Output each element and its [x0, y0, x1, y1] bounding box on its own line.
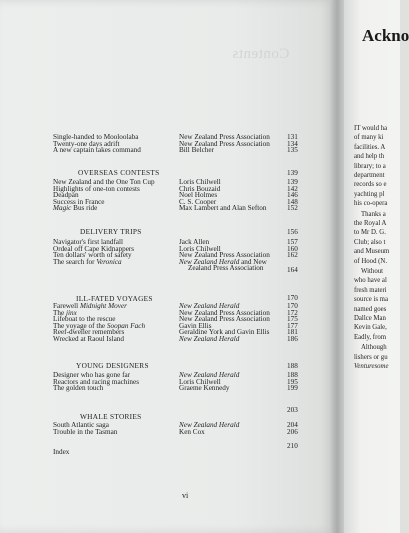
- entry-page-number: 175: [287, 315, 298, 324]
- acknowledgement-line: Although: [361, 344, 387, 352]
- entry-title: South Atlantic saga: [53, 421, 109, 429]
- entry-title: The golden touch: [53, 384, 104, 393]
- entry-page-number: 170: [287, 302, 298, 310]
- contents-entry: [0, 334, 334, 344]
- contents-entry: [0, 447, 334, 457]
- entry-title: Twenty-one days adrift: [53, 139, 120, 148]
- entry-author: Noel Holmes: [179, 191, 218, 200]
- right-page: [344, 0, 409, 533]
- acknowledgements-text: [344, 0, 400, 533]
- entry-author: New Zealand Herald: [179, 302, 240, 310]
- acknowledgements-heading: Ackno: [362, 26, 409, 45]
- section-page-number: 210: [287, 442, 298, 450]
- entry-title: Wrecked at Raoul Island: [53, 334, 124, 343]
- acknowledgement-line: source is ma: [354, 296, 388, 304]
- acknowledgement-line: library; to a: [354, 162, 386, 170]
- acknowledgement-line: facilities. A: [354, 143, 386, 151]
- acknowledgement-line: named goes: [354, 305, 387, 313]
- acknowledgement-line: his co-opera: [354, 200, 388, 208]
- acknowledgement-line: records so e: [354, 181, 387, 189]
- entry-title: Reef-dweller remembers: [53, 328, 125, 337]
- entry-page-number: 181: [287, 328, 298, 337]
- entry-title: The voyage of the Soopan Fach: [53, 321, 146, 330]
- section-page-number: 188: [287, 362, 298, 370]
- acknowledgement-line: Venturesome: [354, 363, 389, 370]
- entry-author: Loris Chilwell: [179, 178, 221, 186]
- entry-author: Chris Bouzaid: [179, 184, 221, 193]
- entry-title: Success in France: [53, 197, 105, 206]
- show-through-heading: Contents: [232, 46, 290, 62]
- contents-entry: [0, 383, 334, 393]
- entry-title: Ordeal off Cape Kidnappers: [53, 244, 135, 253]
- acknowledgement-line: lishers or gu: [354, 353, 388, 361]
- entry-page-number: 172: [287, 308, 298, 317]
- entry-title: Index: [53, 448, 70, 456]
- entry-title: Single-handed to Mooloolaba: [53, 133, 139, 141]
- acknowledgement-line: Club; also t: [354, 238, 386, 246]
- acknowledgement-line: to Mr D. G.: [354, 229, 386, 237]
- acknowledgement-line: Dallce Man: [354, 315, 386, 322]
- page-number: vi: [182, 491, 189, 500]
- entry-title: Highlights of one-ton contests: [53, 184, 140, 193]
- entry-author: Gavin Ellis: [179, 321, 212, 330]
- entry-page-number: 195: [287, 377, 298, 386]
- entry-title: Deadpan: [53, 191, 79, 200]
- entry-page-number: 131: [287, 133, 298, 141]
- entry-title: New Zealand and the One Ton Cup: [53, 178, 155, 186]
- entry-page-number: 148: [287, 197, 298, 206]
- entry-author: Geraldine York and Gavin Ellis: [179, 328, 270, 337]
- contents-entry: [0, 145, 334, 155]
- entry-page-number: 160: [287, 244, 298, 253]
- acknowledgement-line: of Hood (N.: [354, 257, 388, 265]
- entry-author: Graeme Kennedy: [179, 384, 230, 393]
- entry-title: Reactors and racing machines: [53, 377, 140, 386]
- acknowledgement-line: Without: [361, 268, 384, 275]
- entry-page-number: 206: [287, 427, 298, 436]
- entry-author: New Zealand Press Association: [179, 308, 270, 317]
- entry-author: New Zealand Herald: [179, 371, 240, 379]
- acknowledgement-line: who have al: [354, 277, 387, 285]
- entry-author: C. S. Cooper: [179, 197, 217, 206]
- entry-page-number: 134: [287, 139, 298, 148]
- entry-page-number: 186: [287, 334, 298, 343]
- entry-page-number: 139: [287, 178, 298, 186]
- entry-author: New Zealand Press Association: [179, 251, 270, 260]
- acknowledgement-line: the Royal A: [354, 220, 387, 227]
- entry-author: Ken Cox: [179, 427, 205, 436]
- entry-title: The search for Veronica: [53, 257, 122, 266]
- entry-author: New Zealand Herald and New: [179, 257, 267, 266]
- entry-author: Loris Chilwell: [179, 244, 221, 253]
- entry-author: New Zealand Press Association: [179, 133, 270, 141]
- entry-author: Max Lambert and Alan Sefton: [179, 204, 267, 213]
- entry-page-number: 188: [287, 371, 298, 379]
- entry-author: New Zealand Press Association: [179, 315, 270, 324]
- section-heading: OVERSEAS CONTESTS: [78, 168, 160, 177]
- acknowledgement-line: and help th: [354, 153, 385, 161]
- section-heading: YOUNG DESIGNERS: [76, 361, 149, 370]
- entry-title: A new captain takes command: [53, 146, 141, 155]
- acknowledgement-line: fresh materi: [354, 286, 387, 294]
- entry-page-number: 164: [287, 266, 298, 275]
- entry-title: Designer who has gone far: [53, 371, 131, 379]
- contents-entry: [0, 203, 334, 213]
- acknowledgement-line: yachting pl: [354, 190, 385, 198]
- section-heading: DELIVERY TRIPS: [80, 227, 142, 236]
- entry-page-number: 199: [287, 384, 298, 393]
- entry-page-number: 135: [287, 146, 298, 155]
- entry-author: Bill Belcher: [179, 146, 214, 155]
- entry-title: Navigator's first landfall: [53, 238, 123, 246]
- section-page-number: 156: [287, 228, 298, 236]
- entry-title: Trouble in the Tasman: [53, 427, 118, 436]
- entry-author: Jack Allen: [179, 238, 210, 246]
- section-page-number: 170: [287, 294, 298, 302]
- entry-page-number: 152: [287, 204, 298, 213]
- section-heading: WHALE STORIES: [80, 412, 142, 421]
- acknowledgement-line: Kevin Gale,: [354, 324, 387, 332]
- acknowledgement-line: of many ki: [354, 134, 384, 142]
- acknowledgement-line: IT would ha: [354, 125, 388, 132]
- contents-entry: [0, 257, 334, 275]
- entry-author: New Zealand Herald: [179, 334, 240, 343]
- entry-page-number: 204: [287, 421, 298, 429]
- acknowledgement-line: department: [354, 172, 385, 179]
- acknowledgement-line: Thanks a: [361, 210, 386, 218]
- entry-title: Lifeboat to the rescue: [53, 315, 116, 324]
- contents-entry: [0, 427, 334, 437]
- entry-title: Ten dollars' worth of safety: [53, 251, 132, 260]
- entry-author: New Zealand Press Association: [179, 139, 270, 148]
- entry-author-continued: Zealand Press Association: [188, 264, 264, 273]
- entry-title: The jinx: [53, 308, 77, 317]
- entry-page-number: 146: [287, 191, 298, 200]
- section-page-number: 139: [287, 169, 298, 177]
- entry-page-number: 177: [287, 321, 298, 330]
- acknowledgement-line: and Museum: [354, 248, 390, 256]
- entry-author: Loris Chilwell: [179, 377, 221, 386]
- entry-title: Farewell Midnight Mover: [53, 302, 127, 310]
- section-heading: ILL-FATED VOYAGES: [76, 294, 153, 303]
- entry-title: Magic Bus ride: [53, 204, 98, 213]
- section-page-number: 203: [287, 406, 298, 414]
- entry-page-number: 157: [287, 238, 298, 246]
- entry-page-number: 142: [287, 184, 298, 193]
- entry-page-number: 162: [287, 251, 298, 260]
- entry-author: New Zealand Herald: [179, 421, 240, 429]
- acknowledgement-line: Eadly, from: [354, 333, 387, 341]
